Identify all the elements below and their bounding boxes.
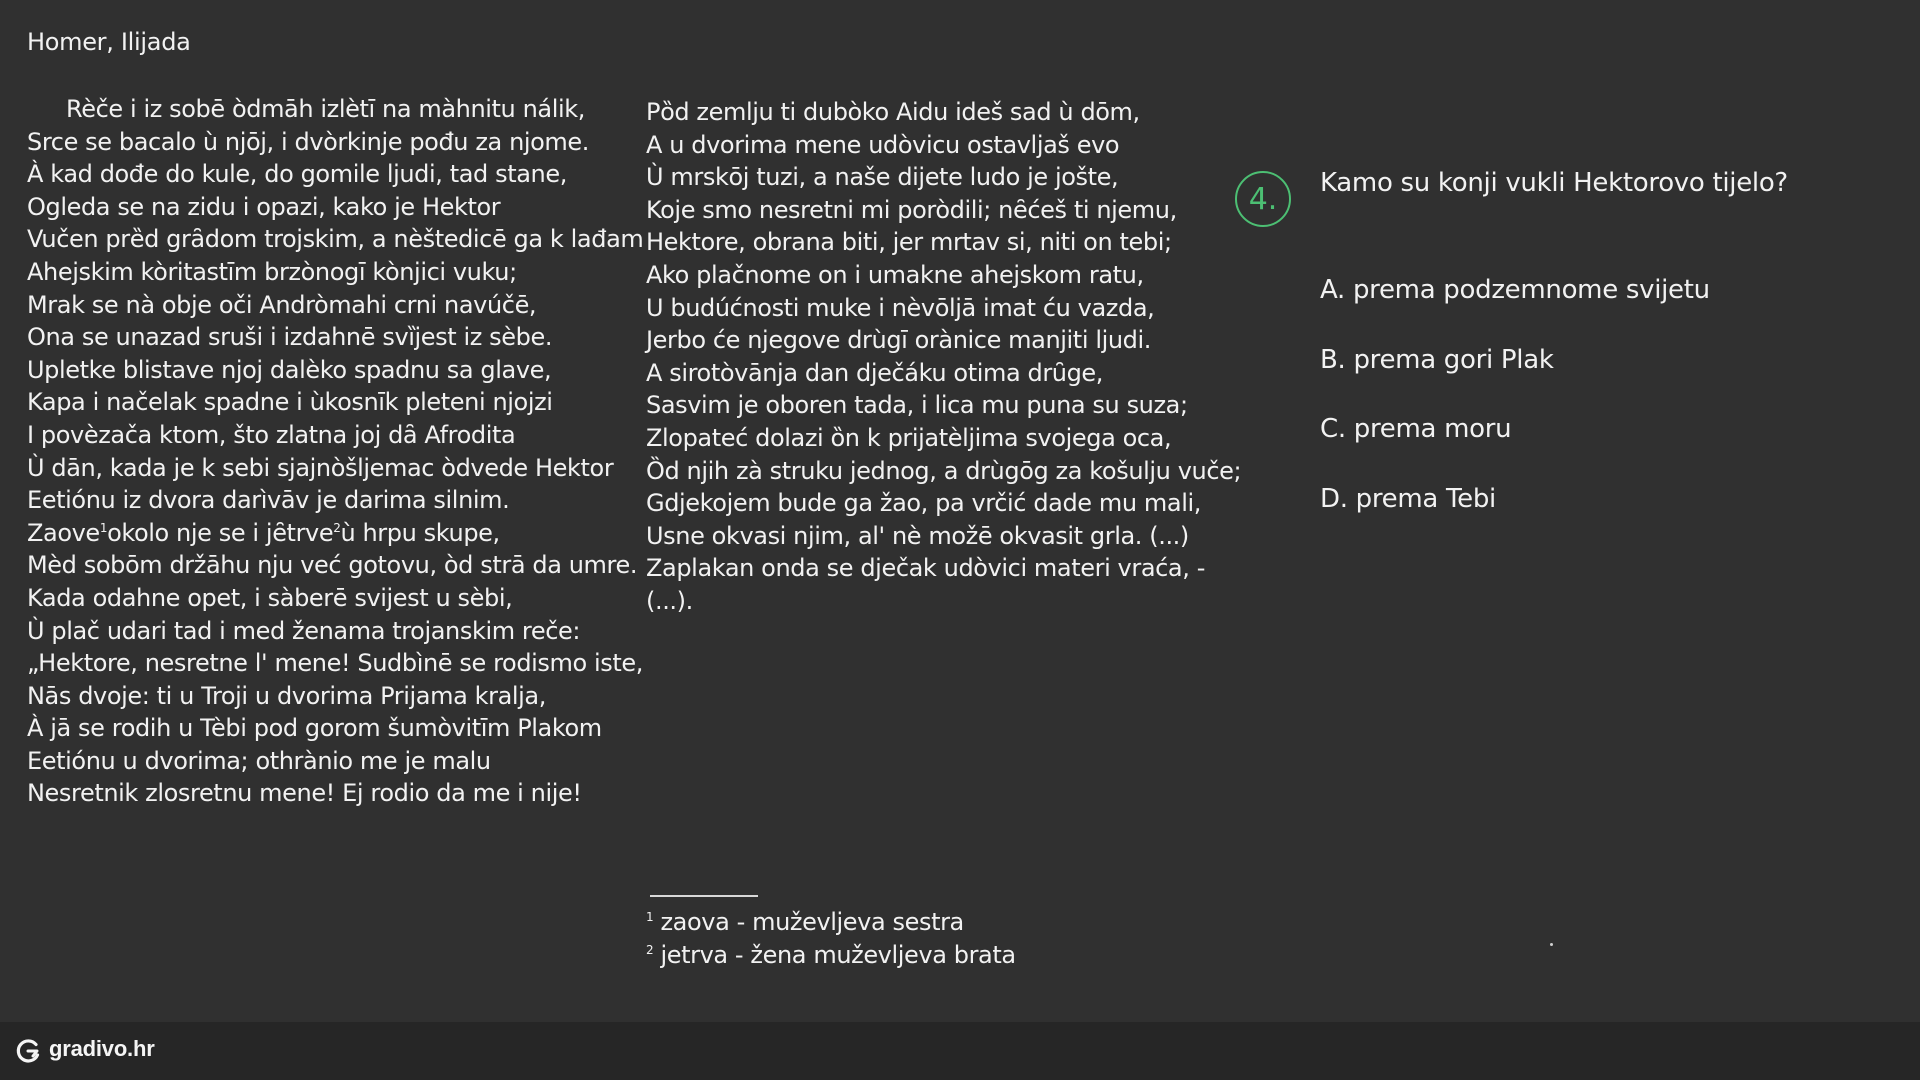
poem-line: Koje smo nesretni mi poròdili; nȇćeš ti njemu, — [646, 195, 1177, 224]
page-title: Homer, Ilijada — [27, 28, 191, 56]
poem-line: Ù mrskōj tuzi, a naše dijete ludo je jošte, — [646, 163, 1119, 192]
poem-line: U budúćnosti muke i nèvōljā imat ću vazda, — [646, 293, 1155, 322]
poem-line: Usne okvasi njim, al' nè možē okvasit grla. (...) — [646, 521, 1189, 550]
answer-options — [1320, 270, 1710, 548]
poem-line: (...). — [646, 586, 693, 615]
poem-line-with-footnotes — [27, 517, 643, 550]
poem-line: Mrak se nà obje oči Andròmahi crni navúčē, — [27, 290, 537, 319]
poem-line: Vučen prȅd grȃdom trojskim, a nèštedicē ga k lađam — [27, 225, 644, 254]
poem-line: Eetiónu u dvorima; othrànio me je malu — [27, 746, 491, 775]
footnotes — [646, 906, 1016, 972]
poem-line: Nās dvoje: ti u Troji u dvorima Prijama kralja, — [27, 681, 546, 710]
poem-line: I povèzača ktom, što zlatna joj dȃ Afrodita — [27, 420, 516, 449]
poem-line: Sasvim je oboren tada, i lica mu puna su suza; — [646, 391, 1188, 420]
poem-line: Srce se bacalo ù njōj, i dvòrkinje pođu za njome. — [27, 127, 590, 156]
poem-line-part: okolo nje se i jȇtrve — [107, 518, 334, 547]
poem-line: Mèd sobōm držāhu nju već gotovu, òd strā da umre. — [27, 551, 638, 580]
poem-line: Jerbo će njegove drùgī orànice manjiti ljudi. — [646, 326, 1151, 355]
poem-line: Hektore, obrana biti, jer mrtav si, niti on tebi; — [646, 228, 1172, 257]
answer-option-b: B. prema gori Plak — [1320, 344, 1554, 375]
poem-line: Ù dān, kada je k sebi sjajnòšljemac òdvede Hektor — [27, 453, 614, 482]
question-number-badge — [1235, 171, 1291, 227]
poem-line: Kada odahne opet, i sàberē svijest u sèbi, — [27, 583, 513, 612]
footer-bar — [0, 1022, 1920, 1080]
poem-line: „Hektore, nesretne l' mene! Sudbìnē se rodismo iste, — [27, 649, 643, 678]
footnote-marker: 1 — [99, 520, 108, 535]
poem-line: Zlopateć dolazi ȍn k prijatèljima svojega oca, — [646, 423, 1172, 452]
footnote-number: 1 — [646, 910, 654, 924]
poem-line: Ona se unazad sruši i izdahnē svȉjest iz sèbe. — [27, 323, 553, 352]
poem-line: Ȍd njih zà struku jednog, a drùgōg za košulju vuče; — [646, 456, 1242, 485]
poem-line: À kad dođe do kule, do gomile ljudi, tad stane, — [27, 160, 567, 189]
poem-line: Pȍd zemlju ti dubòko Aidu ideš sad ù dōm, — [646, 98, 1140, 126]
footnote-text: zaova - muževljeva sestra — [660, 908, 964, 936]
poem-line: A sirotòvānja dan dječáku otima drȗge, — [646, 358, 1104, 387]
poem-line: Kapa i načelak spadne i ùkosnīk pleteni njojzi — [27, 388, 553, 417]
footnote-divider — [650, 895, 758, 897]
poem-line: Zaplakan onda se dječak udòvici materi vraća, - — [646, 554, 1205, 583]
poem-line: Ù plač udari tad i med ženama trojanskim reče: — [27, 616, 581, 645]
poem-line: À jā se rodih u Tèbi pod gorom šumòvitīm Plakom — [27, 714, 602, 743]
poem-column-left — [27, 93, 643, 810]
footnote-item — [646, 906, 1016, 939]
poem-line: Upletke blistave njoj dalèko spadnu sa glave, — [27, 355, 552, 384]
chalk-dot — [1550, 943, 1553, 946]
footnote-number: 2 — [646, 943, 654, 957]
answer-option-a: A. prema podzemnome svijetu — [1320, 275, 1710, 305]
poem-line-part: Zaove — [27, 518, 100, 547]
poem-line: Rèče i iz sobē òdmāh izlètī na màhnitu nálik, — [66, 95, 585, 123]
poem-line: Ahejskim kòritastīm brzònogī kònjici vuku; — [27, 257, 517, 286]
footnote-marker: 2 — [333, 520, 341, 535]
brand-name[interactable]: gradivo.hr — [49, 1036, 155, 1061]
question-text: Kamo su konji vukli Hektorovo tijelo? — [1320, 168, 1788, 198]
gradivo-logo-icon — [14, 1037, 42, 1065]
footnote-item — [646, 939, 1016, 972]
poem-line-part: ù hrpu skupe, — [340, 518, 500, 547]
poem-line: Gdjekojem bude ga žao, pa vrčić dade mu mali, — [646, 489, 1201, 518]
question-number: 4. — [1248, 181, 1278, 217]
poem-line: Nesretnik zlosretnu mene! Ej rodio da me i nije! — [27, 779, 582, 808]
poem-line: A u dvorima mene udòvicu ostavljaš evo — [646, 130, 1120, 159]
footnote-text: jetrva - žena muževljeva brata — [660, 941, 1016, 969]
poem-line: Eetiónu iz dvora darìvāv je darima silnim. — [27, 486, 510, 515]
poem-line: Ogleda se na zidu i opazi, kako je Hektor — [27, 192, 501, 221]
poem-column-right — [646, 96, 1241, 618]
answer-option-c: C. prema moru — [1320, 414, 1512, 444]
poem-line: Ako plačnome on i umakne ahejskom ratu, — [646, 260, 1144, 289]
answer-option-d: D. prema Tebi — [1320, 483, 1496, 514]
